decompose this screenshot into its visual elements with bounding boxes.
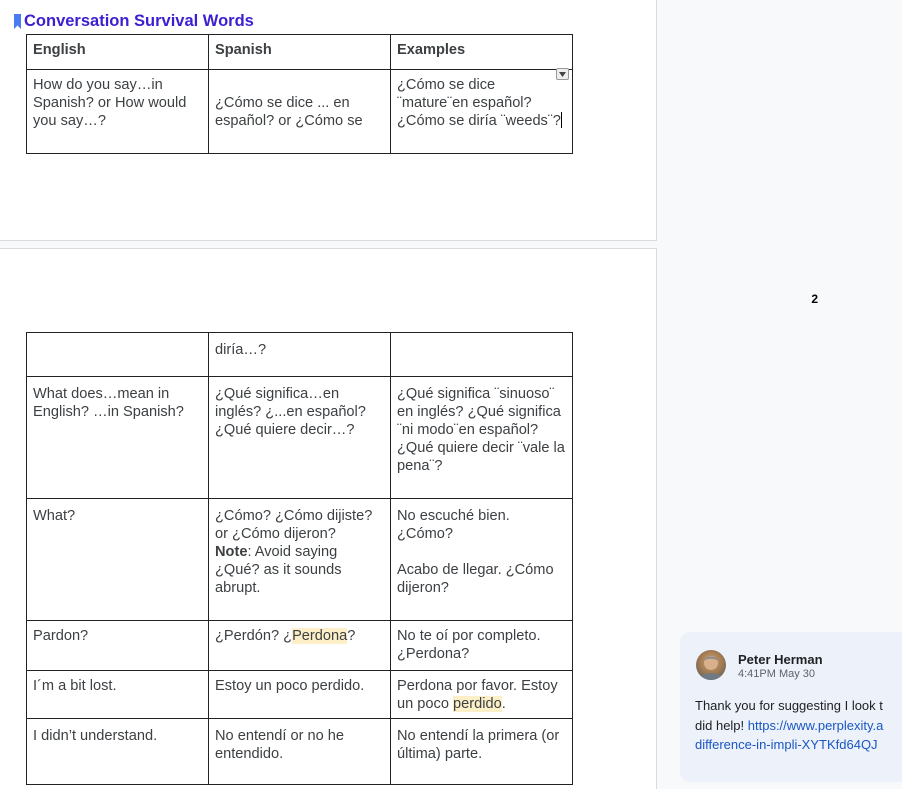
cell-english[interactable]: What does…mean in English? …in Spanish? (27, 377, 209, 499)
cell-examples[interactable] (391, 70, 573, 154)
table-row (27, 333, 573, 377)
page-number: 2 (811, 292, 818, 306)
cell-text: Perdona por favor. Estoy un poco (397, 678, 558, 712)
comment-link[interactable]: difference-in-impli-XYTKfd64QJ (695, 737, 878, 752)
table-row (27, 719, 573, 785)
cell-english[interactable] (27, 333, 209, 377)
cell-english[interactable]: Pardon? (27, 621, 209, 671)
table-row (27, 377, 573, 499)
avatar-photo-icon (696, 650, 726, 680)
comment-body (695, 696, 902, 755)
cell-examples[interactable]: ¿Qué significa ¨sinuoso¨ en inglés? ¿Qué significa ¨ni modo¨en español? ¿Qué quiere decir ¨vale la pena¨? (391, 377, 573, 499)
document-page-1 (0, 0, 657, 241)
cell-text: ¿Perdón? ¿ (215, 628, 293, 644)
vocab-table-part-2 (26, 332, 573, 785)
chevron-down-icon[interactable] (556, 68, 569, 80)
cell-examples[interactable] (391, 499, 573, 621)
cell-english[interactable]: I´m a bit lost. (27, 671, 209, 719)
cell-spanish[interactable] (209, 621, 391, 671)
avatar[interactable] (696, 650, 726, 680)
section-heading (14, 12, 254, 31)
table-row (27, 671, 573, 719)
cell-spanish[interactable]: ¿Qué significa…en inglés? ¿...en español? ¿Qué quiere decir…? (209, 377, 391, 499)
cell-english[interactable]: I didn’t understand. (27, 719, 209, 785)
comment-text: Thank you for suggesting I look t (695, 698, 883, 713)
cell-examples[interactable]: No te oí por completo. ¿Perdona? (391, 621, 573, 671)
cell-english[interactable] (27, 70, 209, 154)
vocab-table-part-1 (26, 34, 573, 154)
heading-text: Conversation Survival Words (24, 12, 254, 30)
comment-text: did help! (695, 717, 748, 733)
cell-english[interactable]: What? (27, 499, 209, 621)
cell-text: ¿Cómo? ¿Cómo dijiste? or ¿Cómo dijeron? (215, 508, 373, 542)
note-label: Note (215, 544, 248, 560)
cell-examples[interactable] (391, 671, 573, 719)
highlighted-text: Perdona (292, 628, 348, 644)
header-examples[interactable]: Examples (391, 35, 573, 70)
cell-examples[interactable] (391, 333, 573, 377)
comment-card[interactable] (680, 632, 902, 782)
bookmark-icon[interactable] (14, 14, 21, 29)
header-english[interactable]: English (27, 35, 209, 70)
header-spanish[interactable]: Spanish (209, 35, 391, 70)
cell-text: ? (347, 628, 356, 644)
table-row (27, 70, 573, 154)
cell-text: . (501, 696, 506, 712)
cell-spanish[interactable]: Estoy un poco perdido. (209, 671, 391, 719)
cell-text: How do you say…in Spanish? or How would you say…? (33, 77, 187, 129)
comment-author: Peter Herman (738, 652, 823, 667)
cell-text: Acabo de llegar. ¿Cómo dijeron? (397, 562, 554, 596)
cell-text: No escuché bien. ¿Cómo? (397, 508, 510, 542)
table-header-row (27, 35, 573, 70)
table-row (27, 499, 573, 621)
cell-spanish[interactable] (209, 70, 391, 154)
comment-timestamp: 4:41PM May 30 (738, 668, 816, 680)
text-cursor (561, 112, 562, 128)
cell-text: ¿Cómo se dice ¨mature¨en español? (397, 77, 532, 111)
cell-text: ¿Cómo se diría ¨weeds¨? (397, 113, 561, 129)
table-row (27, 621, 573, 671)
cell-spanish[interactable]: No entendí or no he entendido. (209, 719, 391, 785)
comment-link[interactable]: https://www.perplexity.a (747, 717, 884, 733)
cell-examples[interactable]: No entendí la primera (or última) parte. (391, 719, 573, 785)
cell-spanish[interactable]: diría…? (209, 333, 391, 377)
cell-text: ¿Cómo se dice ... en español? or ¿Cómo se (215, 95, 363, 129)
cell-text: : Avoid saying ¿Qué? as it sounds abrupt. (215, 544, 342, 596)
cell-spanish[interactable] (209, 499, 391, 621)
highlighted-text: perdido (453, 696, 502, 712)
